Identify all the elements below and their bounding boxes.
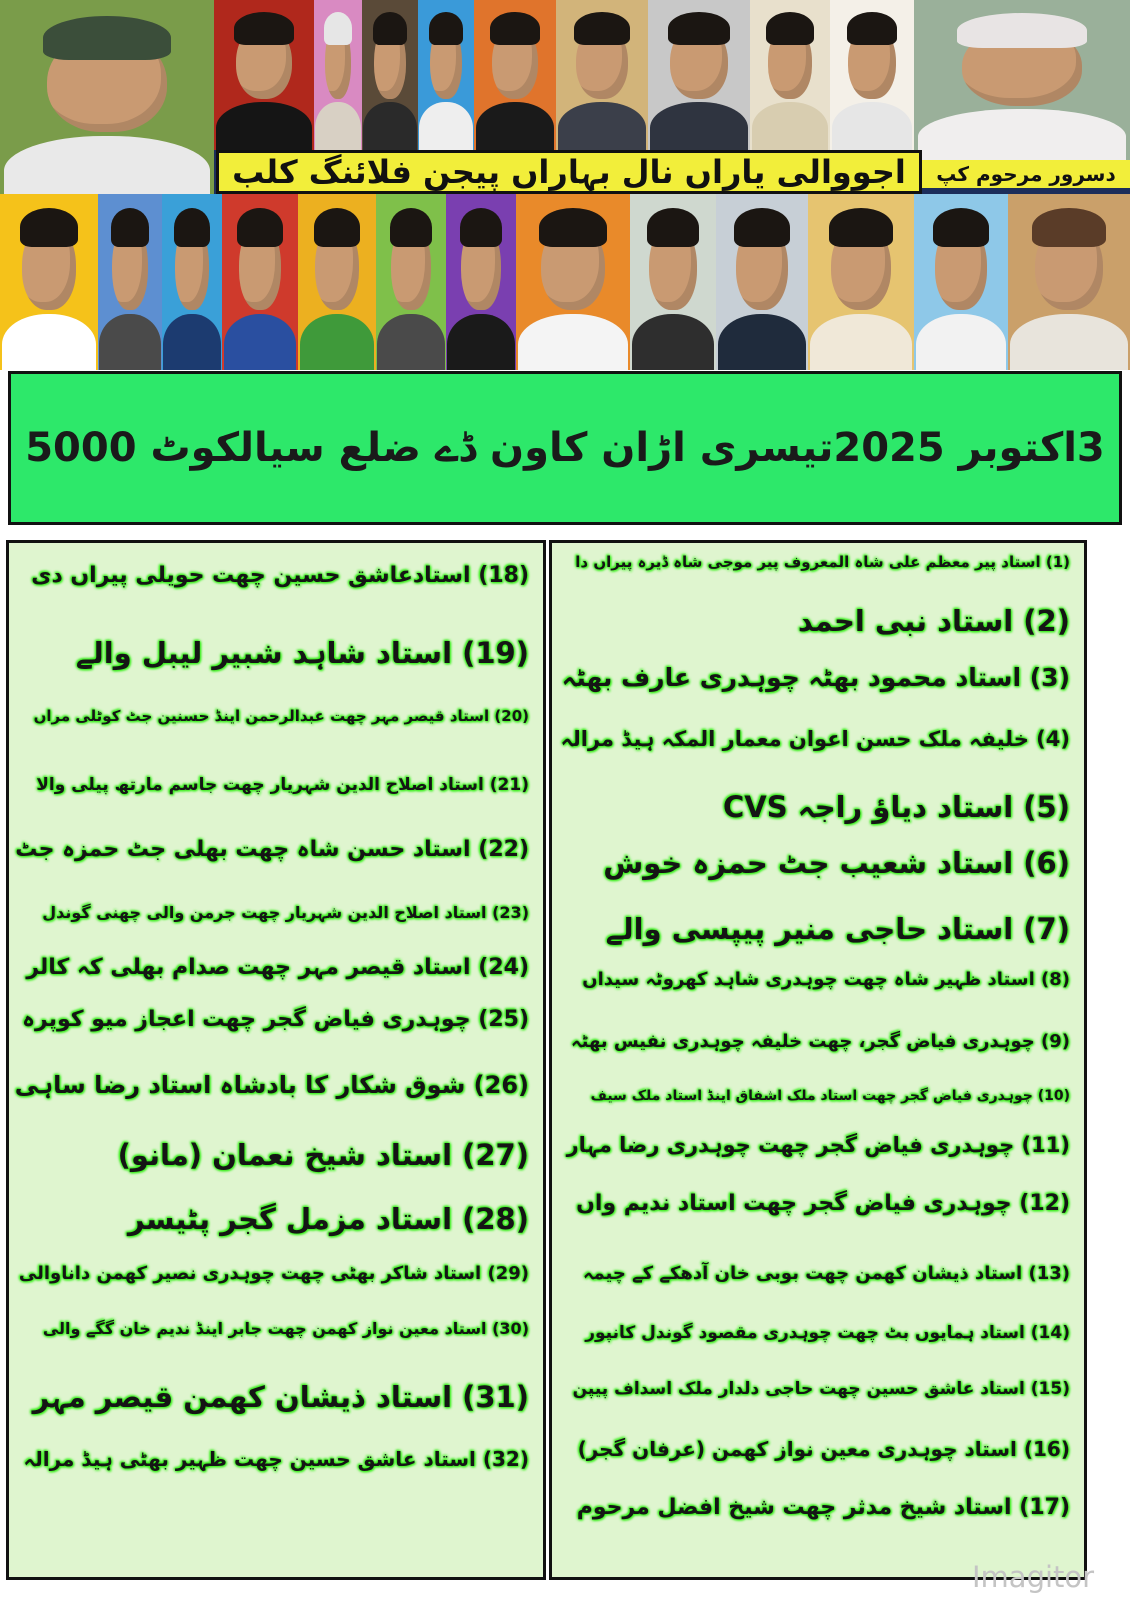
side-banner-text: دسرور مرحوم کپ [936,162,1116,186]
portrait-photo [808,194,914,370]
list-item: (9) چوہدری فیاض گجر، چھت خلیفہ چوہدری نفیس بھٹہ [571,1031,1070,1052]
portrait-photo [474,0,556,150]
portrait-photo [0,194,98,370]
portrait-photo [516,194,630,370]
list-item: (1) استاد پیر معظم علی شاہ المعروف پیر موجی شاہ ڈیرہ پیراں دا [575,553,1070,571]
list-item: (13) استاد ذیشان کھمن چھت بوبی خان آدھکے کے چیمہ [582,1263,1070,1284]
list-item: (31) استاد ذیشان کھمن قیصر مہر [32,1380,529,1414]
title-box [8,371,1122,525]
list-item: (10) چوہدری فیاض گجر چھت استاد ملک اشفاق اینڈ استاد ملک سیف [590,1088,1070,1104]
list-item: (14) استاد ہمایوں بٹ چھت چوہدری مقصود گوندل کانپور [585,1323,1070,1343]
portrait-photo [630,194,716,370]
portrait-photo [314,0,362,150]
portrait-photo [0,0,214,200]
page-title: 3اکتوبر 2025تیسری اڑان کاون ڈے ضلع سیالکوٹ 5000 [25,425,1105,471]
side-banner [922,160,1130,188]
portrait-photo [556,0,648,150]
portrait-photo [376,194,446,370]
portrait-photo [222,194,298,370]
list-item: (24) استاد قیصر مہر چھت صدام بھلی کہ کالر [26,955,529,980]
watermark: Imagitor [972,1560,1095,1594]
list-item: (20) استاد قیصر مہر چھت عبدالرحمن اینڈ حسنین جٹ کوٹلی مراں [33,707,529,725]
list-item: (5) استاد دیاؤ راجہ CVS [723,790,1070,824]
list-item: (7) استاد حاجی منیر پیپسی والے [605,912,1070,946]
portrait-photo [648,0,750,150]
list-item: (8) استاد ظہیر شاہ چھت چوہدری شاہد کھروٹہ سیداں [582,969,1070,990]
list-item: (23) استاد اصلاح الدین شہریار چھت جرمن والی چھنی گوندل [42,903,529,922]
list-item: (16) استاد چوہدری معین نواز کھمن (عرفان گجر) [577,1437,1070,1461]
list-item: (21) استاد اصلاح الدین شہریار چھت جاسم مارتھ پیلی والا [36,775,529,795]
portrait-photo [830,0,914,150]
list-item: (30) استاد معین نواز کھمن چھت جابر اینڈ ندیم خان گگے والی [42,1319,529,1338]
portrait-photo [716,194,808,370]
portrait-photo [362,0,418,150]
list-item: (11) چوہدری فیاض گجر چھت چوہدری رضا مہار [566,1133,1070,1157]
list-item: (2) استاد نبی احمد [797,604,1070,638]
portrait-photo [914,194,1008,370]
list-item: (6) استاد شعیب جٹ حمزہ خوش [603,846,1070,880]
portrait-photo [1008,194,1130,370]
list-item: (17) استاد شیخ مدثر چھت شیخ افضل مرحوم [576,1495,1070,1520]
portrait-photo [418,0,474,150]
list-item: (25) چوہدری فیاض گجر چھت اعجاز میو کوپرہ [22,1007,529,1032]
list-item: (12) چوہدری فیاض گجر چھت استاد ندیم واں [576,1191,1070,1216]
portrait-photo [750,0,830,150]
club-banner-text: اجووالی یاراں نال بہاراں پیجن فلائنگ کلب [232,153,906,191]
list-item: (28) استاد مزمل گجر پٹیسر [127,1202,529,1236]
portrait-photo [914,0,1130,160]
list-item: (18) استادعاشق حسین چھت حویلی پیراں دی [31,563,529,588]
list-item: (15) استاد عاشق حسین چھت حاجی دلدار ملک اسداف پیپن [572,1379,1070,1399]
portrait-photo [162,194,222,370]
left-list-panel [6,540,546,1580]
portrait-photo [298,194,376,370]
list-item: (32) استاد عاشق حسین چھت ظہیر بھٹی ہیڈ مرالہ [23,1447,529,1471]
right-list-panel [549,540,1087,1580]
list-item: (4) خلیفہ ملک حسن اعوان معمار المکہ ہیڈ مرالہ [560,727,1070,751]
list-item: (22) استاد حسن شاہ چھت بھلی جٹ حمزہ جٹ [15,837,529,862]
portrait-photo [446,194,516,370]
list-item: (19) استاد شاہد شبیر لیبل والے [75,636,529,670]
list-item: (27) استاد شیخ نعمان (مانو) [117,1138,529,1172]
list-item: (26) شوق شکار کا بادشاہ استاد رضا ساہی [14,1071,529,1099]
club-banner [216,150,922,194]
list-item: (29) استاد شاکر بھٹی چھت چوہدری نصیر کھمن داناوالی [18,1263,529,1284]
portrait-photo [98,194,162,370]
portrait-photo [214,0,314,150]
list-item: (3) استاد محمود بھٹہ چوہدری عارف بھٹہ [561,663,1070,692]
